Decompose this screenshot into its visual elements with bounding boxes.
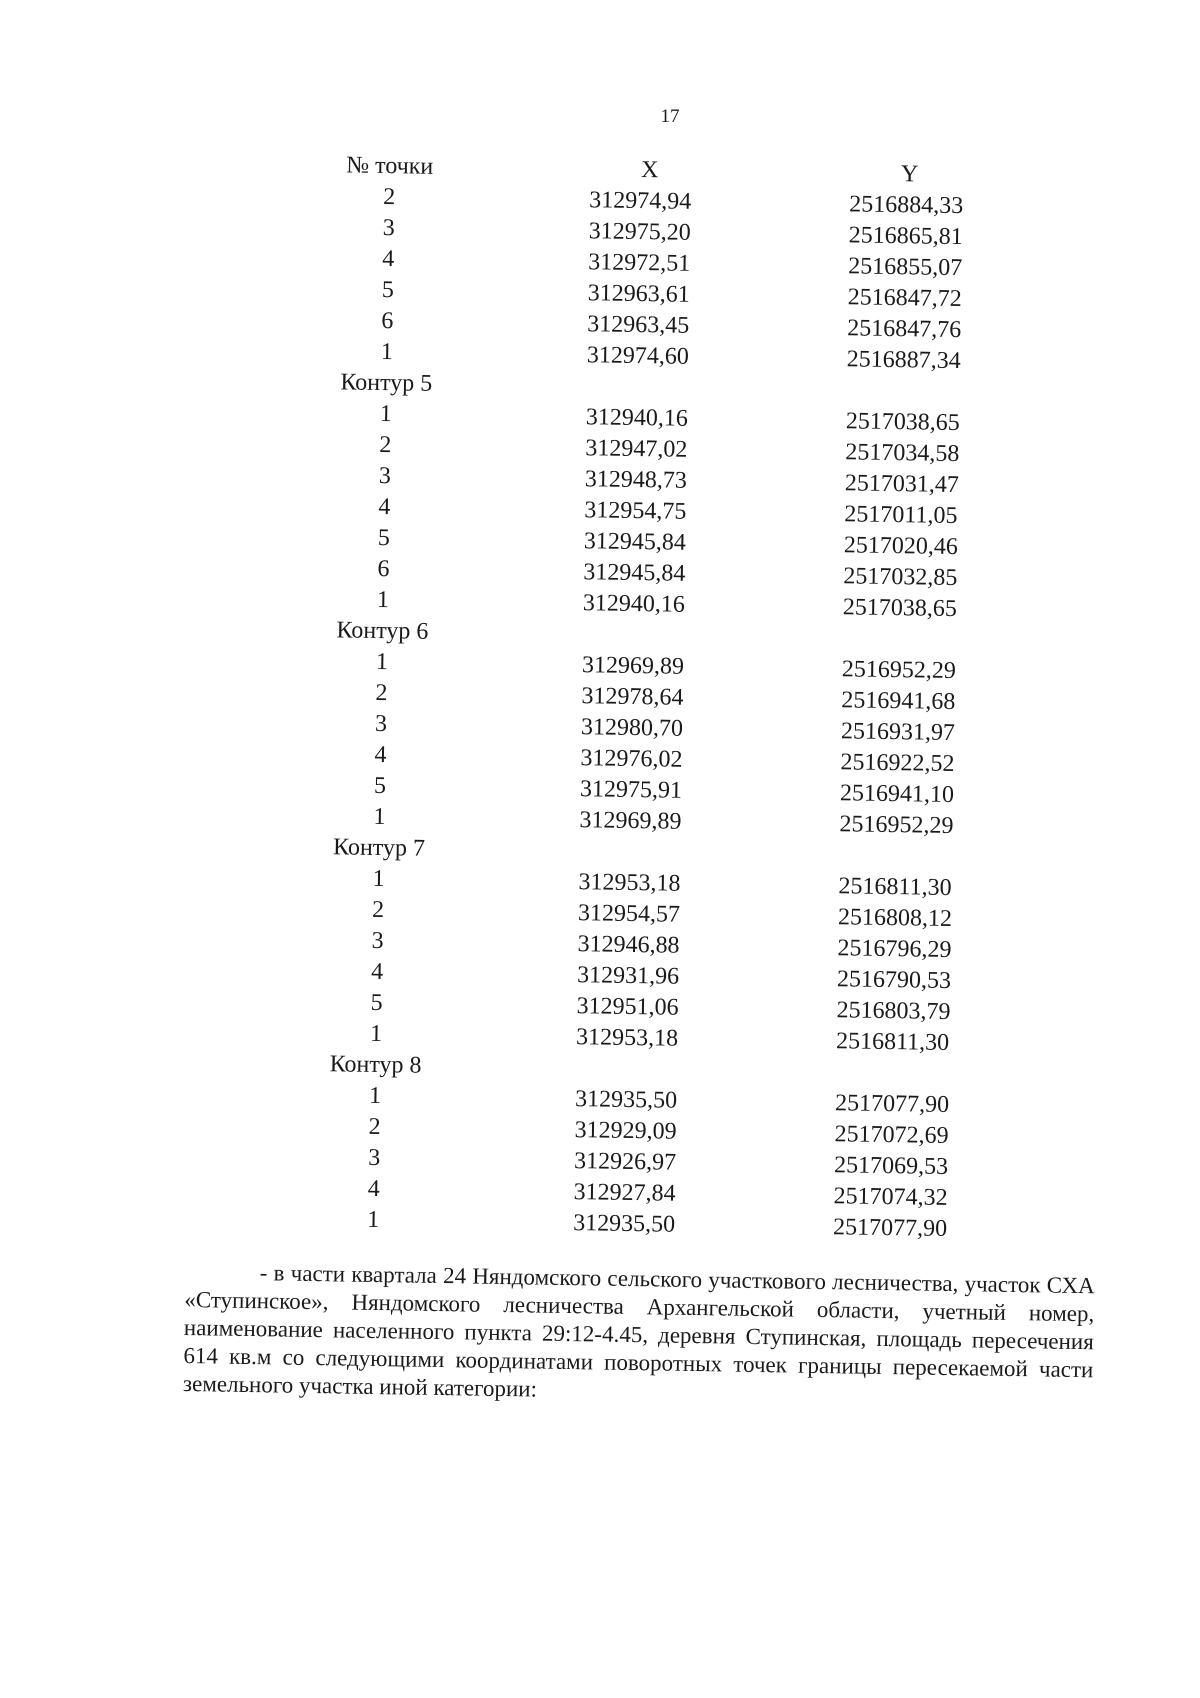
x-coordinate: 312953,18 [575,1024,679,1052]
y-coordinate: 2517031,47 [844,470,960,499]
header-point-number: № точки [346,152,434,180]
point-number: 1 [376,586,390,614]
y-coordinate: 2516796,29 [837,935,952,964]
point-number: 1 [366,1206,380,1234]
point-number: 1 [375,648,389,676]
point-number: 1 [372,865,385,893]
table-body [303,181,1019,1246]
x-coordinate: 312969,89 [581,652,685,680]
x-coordinate: 312976,02 [580,745,683,773]
point-number: 2 [379,431,392,459]
x-coordinate: 312935,50 [574,1086,678,1114]
y-coordinate: 2517069,53 [833,1152,949,1180]
y-coordinate: 2516884,33 [849,191,964,220]
y-coordinate: 2516887,34 [846,346,961,375]
point-number: 4 [378,493,391,521]
y-coordinate: 2516941,10 [839,780,955,809]
point-number: 3 [374,710,388,738]
y-coordinate: 2516847,76 [847,315,962,344]
x-coordinate: 312951,06 [576,993,679,1021]
x-coordinate: 312931,96 [576,962,680,990]
point-number: 2 [371,896,385,924]
x-coordinate: 312926,97 [573,1148,677,1176]
point-number: 3 [371,927,384,955]
x-coordinate: 312927,84 [573,1179,676,1207]
page-number: 17 [660,106,680,127]
y-coordinate: 2517077,90 [832,1214,948,1242]
point-number: 1 [368,1082,382,1110]
x-coordinate: 312947,02 [585,435,688,463]
contour-label: Контур 8 [329,1051,422,1079]
x-coordinate: 312974,94 [589,187,692,215]
y-coordinate: 2517011,05 [844,501,958,530]
y-coordinate: 2516790,53 [836,966,952,995]
x-coordinate: 312945,84 [583,559,686,587]
x-coordinate: 312940,16 [582,590,686,618]
y-coordinate: 2517074,32 [833,1183,948,1211]
header-y: Y [900,161,919,188]
point-number: 1 [373,803,386,831]
y-coordinate: 2516847,72 [847,284,962,313]
x-coordinate: 312963,45 [587,311,690,339]
contour-label: Контур 6 [336,617,429,645]
x-coordinate: 312972,51 [588,249,691,277]
y-coordinate: 2517072,69 [834,1121,949,1149]
x-coordinate: 312980,70 [580,714,684,742]
point-number: 1 [379,400,393,428]
y-coordinate: 2516952,29 [841,656,957,685]
x-coordinate: 312975,91 [579,776,683,804]
y-coordinate: 2516952,29 [839,811,954,840]
x-coordinate: 312978,64 [581,683,684,711]
y-coordinate: 2516811,30 [835,1028,950,1056]
point-number: 4 [374,741,387,769]
y-coordinate: 2517034,58 [845,439,960,468]
y-coordinate: 2516931,97 [840,718,956,747]
x-coordinate: 312963,61 [587,280,690,308]
point-number: 1 [380,338,394,366]
x-coordinate: 312975,20 [588,218,691,246]
x-coordinate: 312974,60 [586,342,690,370]
body-paragraph: - в части квартала 24 Няндомского сельского участкового лесничества, участок СХА «Ступинское», Няндомского лесничества Архангельской области, учетный номер, наименование населенного пункта 29:12-4.45, деревня Ступинская, площадь пересечения 614 кв.м со следующими координатами поворотных точек границы пересекаемой части земельного участка иной категории: [182,1260,1095,1402]
point-number: 2 [375,679,388,707]
y-coordinate: 2516922,52 [840,749,955,778]
point-number: 5 [381,276,395,304]
point-number: 4 [370,958,384,986]
y-coordinate: 2516941,68 [841,687,956,716]
x-coordinate: 312948,73 [584,466,688,494]
x-coordinate: 312953,18 [578,869,681,897]
point-number: 2 [383,184,396,211]
coordinates-table [303,150,1020,1246]
point-number: 6 [377,555,390,583]
point-number: 5 [377,524,391,552]
contour-label: Контур 5 [340,369,433,397]
point-number: 6 [381,307,394,335]
y-coordinate: 2517032,85 [843,563,958,592]
y-coordinate: 2516811,30 [838,873,952,902]
point-number: 3 [367,1144,381,1172]
x-coordinate: 312940,16 [585,404,689,432]
y-coordinate: 2516808,12 [837,904,953,933]
point-number: 3 [382,214,395,242]
x-coordinate: 312969,89 [579,807,682,835]
y-coordinate: 2516865,81 [848,222,963,251]
point-number: 5 [370,989,383,1017]
point-number: 2 [368,1113,381,1141]
x-coordinate: 312946,88 [577,931,680,959]
x-coordinate: 312954,75 [584,497,687,525]
y-coordinate: 2516855,07 [848,253,963,282]
y-coordinate: 2517020,46 [843,532,959,561]
point-number: 4 [382,245,395,273]
header-x: X [640,157,659,184]
x-coordinate: 312954,57 [577,900,681,928]
x-coordinate: 312935,50 [572,1210,676,1238]
y-coordinate: 2517038,65 [842,594,958,623]
x-coordinate: 312945,84 [583,528,687,556]
x-coordinate: 312929,09 [574,1117,677,1145]
point-number: 4 [367,1175,380,1203]
point-number: 3 [378,462,392,490]
y-coordinate: 2516803,79 [836,997,951,1026]
point-number: 1 [369,1020,383,1048]
contour-label: Контур 7 [332,834,426,862]
y-coordinate: 2517077,90 [834,1090,950,1118]
y-coordinate: 2517038,65 [845,408,960,437]
point-number: 5 [373,772,387,800]
